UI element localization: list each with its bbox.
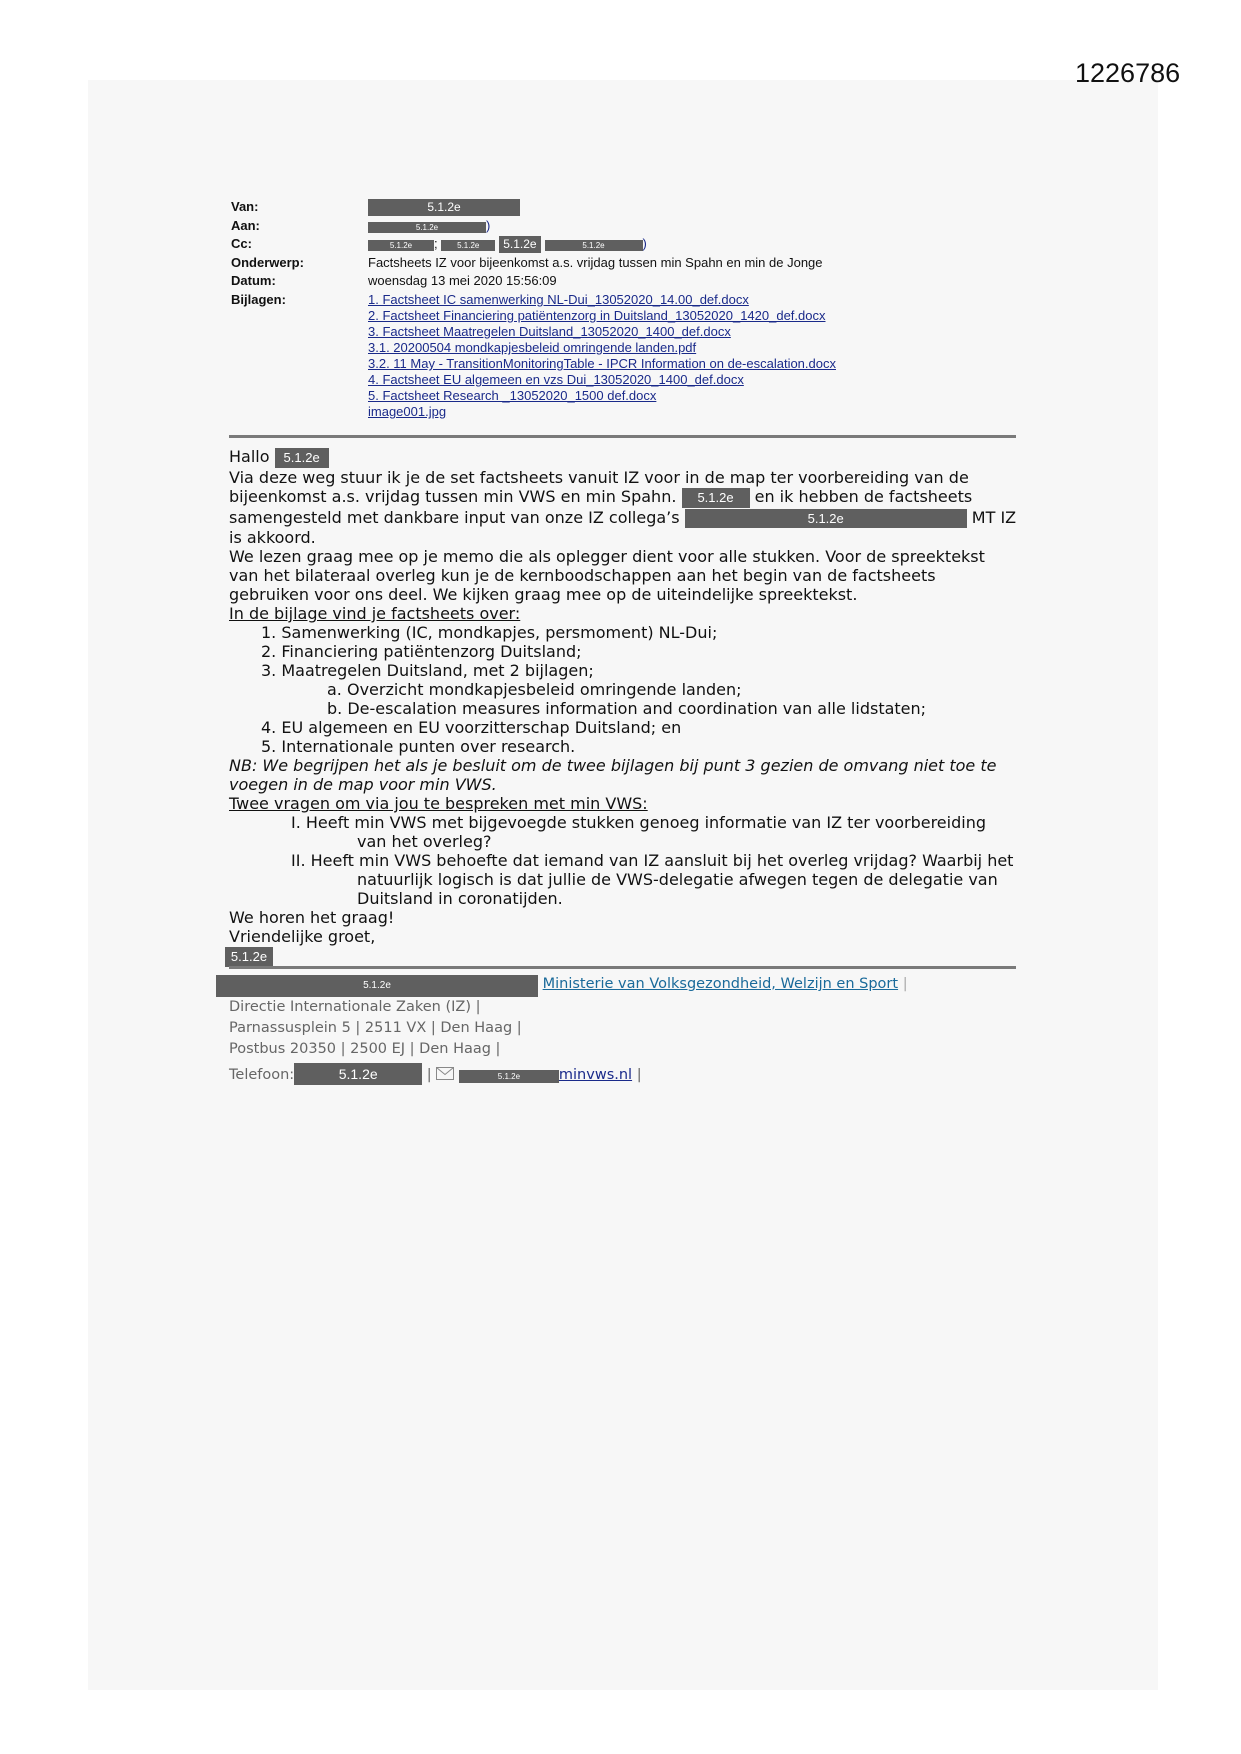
email-body [229,447,1019,967]
cc-label: Cc: [231,236,252,251]
sub-list-item: b. De-escalation measures information and coordination van alle lidstaten; [327,699,927,718]
attachment-link[interactable]: 1. Factsheet IC samenwerking NL-Dui_13052020_14.00_def.docx [368,292,749,307]
cc-redaction-3: 5.1.2e [499,236,541,253]
list-intro: In de bijlage vind je factsheets over: [229,604,521,623]
document-number: 1226786 [1075,58,1181,88]
cc-close-paren: ) [642,236,647,251]
attachment-link[interactable]: 5. Factsheet Research _13052020_1500 def.docx [368,388,657,403]
sub-list-item: a. Overzicht mondkapjesbeleid omringende landen; [327,680,742,699]
signature-divider [229,966,1016,969]
questions-intro: Twee vragen om via jou te bespreken met min VWS: [229,794,648,813]
signature-contact-line: Telefoon: 5.1.2e | 5.1.2e minvws.nl | [229,1063,1019,1086]
closing-greeting: Vriendelijke groet, [229,927,376,946]
attachment-link[interactable]: 2. Factsheet Financiering patiëntenzorg in Duitsland_13052020_1420_def.docx [368,308,826,323]
attachment-link[interactable]: 3. Factsheet Maatregelen Duitsland_13052020_1400_def.docx [368,324,731,339]
ministry-link[interactable]: Ministerie van Volksgezondheid, Welzijn en Sport [542,976,899,992]
signature-ministry-line: 5.1.2e Ministerie van Volksgezondheid, Welzijn en Sport | [216,974,1019,997]
signature-directorate: Directie Internationale Zaken (IZ) | [229,999,481,1015]
signature-block [229,974,1019,1086]
date-value: woensdag 13 mei 2020 15:56:09 [368,273,557,288]
to-label: Aan: [231,217,260,233]
collega-redaction: 5.1.2e [685,509,967,528]
closing-line: We horen het graag! [229,908,395,927]
paragraph-memo: We lezen graag mee op je memo die als oplegger dient voor alle stukken. Voor de spreektekst van het bilateraal overleg kun je de kernboodschappen aan het begin van de factsheets gebruiken voor ons deel. We kijken graag mee op de uiteindelijke spreektekst. [229,547,985,604]
greeting: Hallo [229,447,270,466]
to-close-paren: ) [486,217,491,233]
signature-postal-address: Postbus 20350 | 2500 EJ | Den Haag | [229,1041,501,1057]
attachment-link[interactable]: image001.jpg [368,404,447,419]
list-item: 3. Maatregelen Duitsland, met 2 bijlagen; [261,661,594,680]
subject-row [231,254,931,273]
list-item: 1. Samenwerking (IC, mondkapjes, persmoment) NL-Dui; [261,623,718,642]
colleague-redaction: 5.1.2e [682,488,750,508]
to-redaction: 5.1.2e [368,222,486,233]
greeting-line [229,447,1019,468]
envelope-icon [436,1067,454,1080]
greeting-redaction: 5.1.2e [275,448,329,468]
email-redaction: 5.1.2e [459,1070,559,1083]
to-row [231,217,931,236]
header-divider [229,435,1016,438]
attachment-list [368,292,836,420]
subject-value: Factsheets IZ voor bijeenkomst a.s. vrijdag tussen min Spahn en min de Jonge [368,254,823,270]
attachment-link[interactable]: 3.1. 20200504 mondkapjesbeleid omringende landen.pdf [368,340,697,355]
date-label: Datum: [231,273,276,288]
from-label: Van: [231,199,259,214]
list-item: 5. Internationale punten over research. [261,737,576,756]
cc-redaction-1: 5.1.2e [368,240,434,251]
signature-name-redaction: 5.1.2e [216,975,538,997]
question-item: II. Heeft min VWS behoefte dat iemand van IZ aansluit bij het overleg vrijdag? Waarbij het natuurlijk logisch is dat jullie de VWS-delegatie afwegen tegen de delegatie van Duitsland in coronatijden. [291,851,1014,908]
cc-redaction-4: 5.1.2e [545,240,643,251]
date-row [231,272,931,291]
cc-row [231,235,931,254]
sender-redaction: 5.1.2e [225,947,273,967]
question-item: I. Heeft min VWS met bijgevoegde stukken genoeg informatie van IZ ter voorbereiding van het overleg? [291,813,986,851]
signature-visiting-address: Parnassusplein 5 | 2511 VX | Den Haag | [229,1020,522,1036]
phone-label: Telefoon: [229,1067,295,1083]
attachment-link[interactable]: 4. Factsheet EU algemeen en vzs Dui_13052020_1400_def.docx [368,372,744,387]
nb-note: NB: We begrijpen het als je besluit om de twee bijlagen bij punt 3 gezien de omvang niet toe te voegen in de map voor min VWS. [229,756,997,794]
paragraph-intro: Via deze weg stuur ik je de set factsheets vanuit IZ voor in de map ter voorbereiding van de bijeenkomst a.s. vrijdag tussen min VWS en min Spahn. 5.1.2e en ik hebben de factsheets samengesteld met dankbare input van onze IZ collega’s 5.1.2e MT IZ is akkoord. [229,468,1017,547]
cc-separator-1: ; [434,236,438,251]
list-item: 4. EU algemeen en EU voorzitterschap Duitsland; en [261,718,682,737]
sender-line [229,946,1019,967]
from-redaction: 5.1.2e [368,199,520,216]
attachment-link[interactable]: 3.2. 11 May - TransitionMonitoringTable - IPCR Information on de-escalation.docx [368,356,836,371]
list-item: 2. Financiering patiëntenzorg Duitsland; [261,642,582,661]
email-link[interactable]: minvws.nl [558,1067,633,1083]
phone-redaction: 5.1.2e [294,1063,422,1085]
from-row [231,198,931,217]
subject-label: Onderwerp: [231,254,304,270]
cc-redaction-2: 5.1.2e [441,240,495,251]
attachments-label: Bijlagen: [231,291,286,307]
